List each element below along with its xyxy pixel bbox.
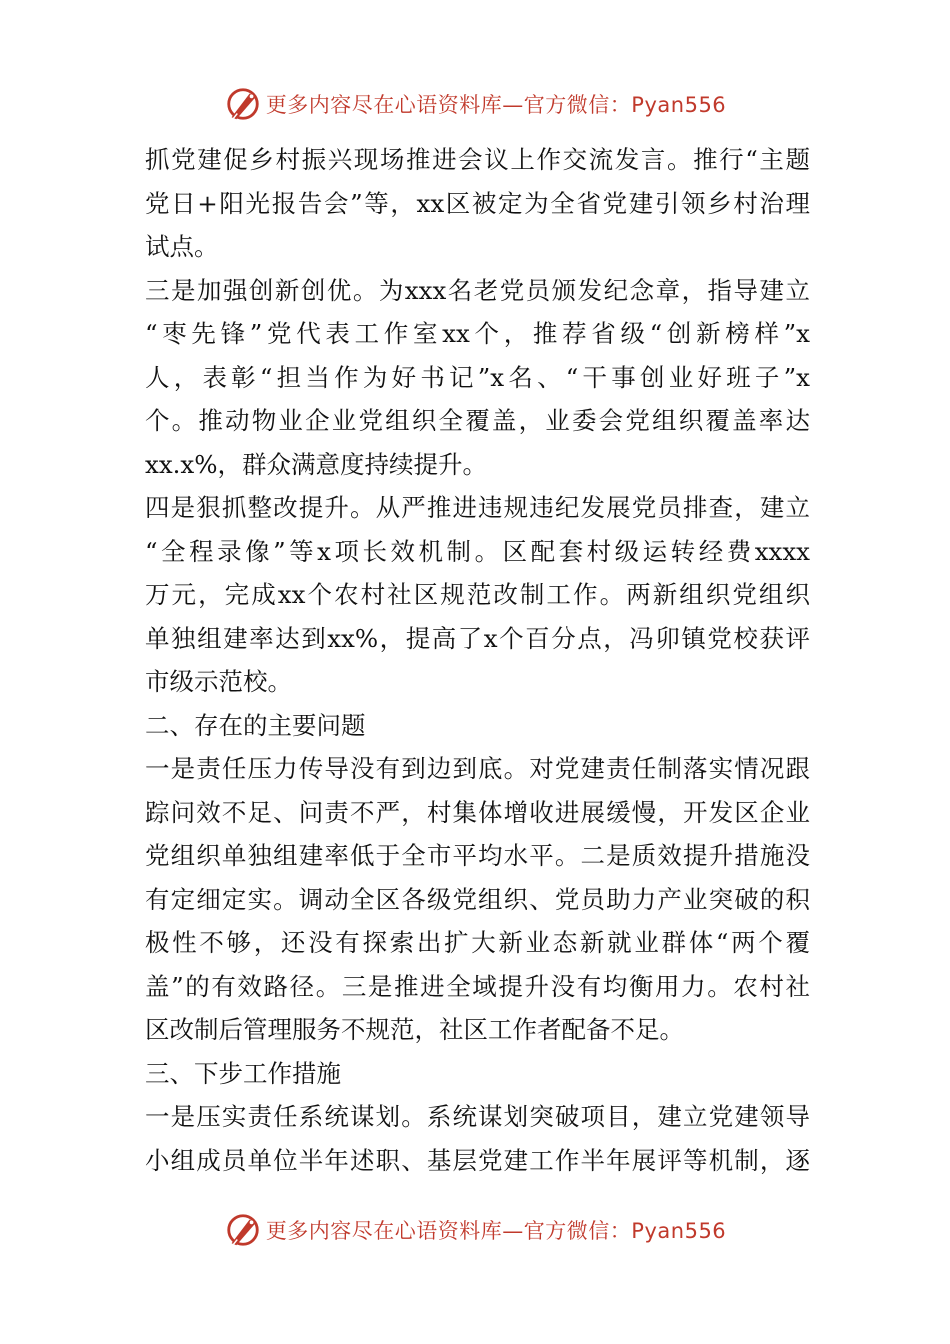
text-line: 人，表彰“担当作为好书记”x名、“干事创业好班子”x: [145, 362, 810, 392]
pen-nib-circle-icon: [224, 1211, 262, 1249]
text-line: 党组织单独组建率低于全市平均水平。二是质效提升措施没: [145, 841, 810, 870]
text-line: 踪问效不足、问责不严，村集体增收进展缓慢，开发区企业: [145, 797, 810, 827]
text-line: “枣先锋”党代表工作室xx个，推荐省级“创新榜样”x: [145, 319, 810, 348]
document-body: [145, 138, 810, 1182]
text-line: xx.x%，群众满意度持续提升。: [145, 449, 488, 479]
text-line: 万元，完成xx个农村社区规范改制工作。两新组织党组织: [145, 580, 810, 609]
footer-watermark-banner: [0, 1208, 950, 1252]
header-watermark-text: 更多内容尽在心语资料库—官方微信：Pyan556: [265, 93, 727, 117]
text-line: 党日+阳光报告会”等，xx区被定为全省党建引领乡村治理: [145, 188, 810, 218]
text-line: 四是狠抓整改提升。从严推进违规违纪发展党员排查，建立: [145, 493, 810, 522]
text-line: 盖”的有效路径。三是推进全域提升没有均衡用力。农村社: [145, 971, 810, 1001]
header-watermark-banner: [0, 82, 950, 126]
text-line: 市级示范校。: [145, 667, 292, 696]
pen-nib-circle-icon: [224, 85, 262, 123]
text-line: 抓党建促乡村振兴现场推进会议上作交流发言。推行“主题: [145, 145, 810, 174]
text-line: 一是压实责任系统谋划。系统谋划突破项目，建立党建领导: [145, 1102, 810, 1131]
text-line: 有定细定实。调动全区各级党组织、党员助力产业突破的积: [145, 884, 810, 914]
text-line: 三是加强创新创优。为xxx名老党员颁发纪念章，指导建立: [145, 275, 810, 305]
text-line: 试点。: [145, 232, 219, 261]
text-line: 区改制后管理服务不规范，社区工作者配备不足。: [145, 1015, 684, 1044]
text-line: 三、下步工作措施: [145, 1058, 341, 1088]
text-line: 一是责任压力传导没有到边到底。对党建责任制落实情况跟: [145, 754, 810, 783]
footer-watermark-text: 更多内容尽在心语资料库—官方微信：Pyan556: [265, 1219, 727, 1243]
text-line: 小组成员单位半年述职、基层党建工作半年展评等机制，逐: [145, 1145, 810, 1175]
text-line: 二、存在的主要问题: [145, 710, 366, 740]
text-line: 个。推动物业企业党组织全覆盖，业委会党组织覆盖率达: [145, 406, 810, 435]
text-line: 单独组建率达到xx%，提高了x个百分点，冯卯镇党校获评: [145, 623, 810, 653]
text-line: “全程录像”等x项长效机制。区配套村级运转经费xxxx: [145, 536, 810, 566]
text-line: 极性不够，还没有探索出扩大新业态新就业群体“两个覆: [145, 928, 810, 957]
